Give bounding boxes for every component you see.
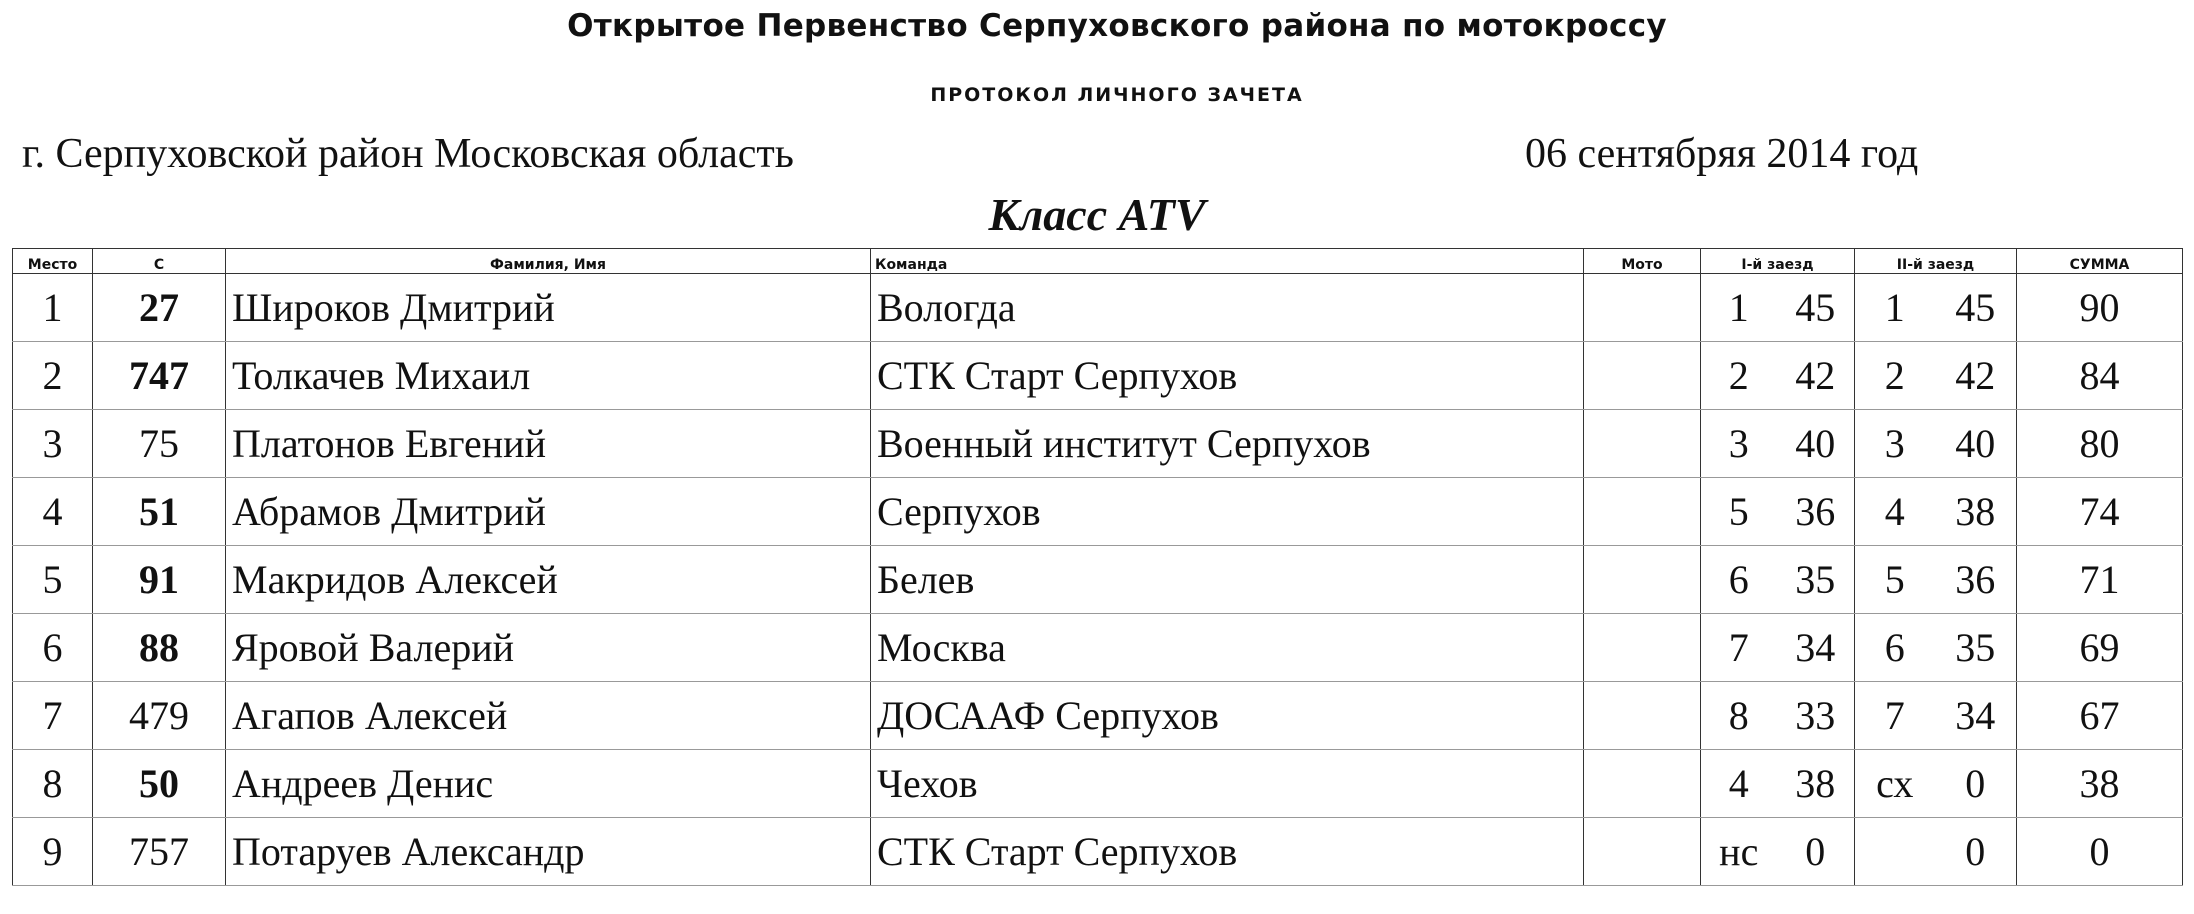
rider-name: Потаруев Александр	[226, 818, 871, 886]
table-row	[13, 410, 2183, 478]
class-title: Класс ATV	[988, 189, 1206, 240]
team-name: Серпухов	[871, 478, 1584, 546]
team-name: Москва	[871, 614, 1584, 682]
total-score: 80	[2017, 410, 2183, 478]
race1-score: 45	[1777, 274, 1855, 342]
place-cell: 4	[13, 478, 93, 546]
race1-score: 38	[1777, 750, 1855, 818]
moto-cell	[1584, 818, 1701, 886]
rider-number: 479	[93, 682, 226, 750]
results-table	[12, 248, 2183, 886]
table-row	[13, 682, 2183, 750]
rider-number: 50	[93, 750, 226, 818]
rider-number: 88	[93, 614, 226, 682]
page-title: Открытое Первенство Серпуховского района по мотокроссу	[567, 8, 1667, 44]
col-header-name: Фамилия, Имя	[226, 249, 871, 274]
race2-place: сх	[1855, 750, 1935, 818]
total-score: 71	[2017, 546, 2183, 614]
race2-score: 42	[1935, 342, 2017, 410]
race1-score: 33	[1777, 682, 1855, 750]
team-name: Чехов	[871, 750, 1584, 818]
race1-score: 0	[1777, 818, 1855, 886]
total-score: 67	[2017, 682, 2183, 750]
table-row	[13, 546, 2183, 614]
moto-cell	[1584, 682, 1701, 750]
race1-score: 42	[1777, 342, 1855, 410]
page-subtitle: ПРОТОКОЛ ЛИЧНОГО ЗАЧЕТА	[930, 84, 1304, 106]
total-score: 0	[2017, 818, 2183, 886]
race2-place: 6	[1855, 614, 1935, 682]
race2-place	[1855, 818, 1935, 886]
col-header-number: С	[93, 249, 226, 274]
race2-score: 35	[1935, 614, 2017, 682]
race2-score: 0	[1935, 750, 2017, 818]
rider-name: Агапов Алексей	[226, 682, 871, 750]
col-header-race1: I-й заезд	[1701, 249, 1855, 274]
rider-number: 757	[93, 818, 226, 886]
race1-place: 5	[1701, 478, 1777, 546]
place-cell: 1	[13, 274, 93, 342]
col-header-team: Команда	[871, 249, 1584, 274]
race2-place: 2	[1855, 342, 1935, 410]
race1-place: нс	[1701, 818, 1777, 886]
moto-cell	[1584, 478, 1701, 546]
team-name: Белев	[871, 546, 1584, 614]
race1-place: 6	[1701, 546, 1777, 614]
total-score: 90	[2017, 274, 2183, 342]
race2-place: 7	[1855, 682, 1935, 750]
race2-place: 4	[1855, 478, 1935, 546]
team-name: Военный институт Серпухов	[871, 410, 1584, 478]
race1-place: 3	[1701, 410, 1777, 478]
race2-score: 34	[1935, 682, 2017, 750]
rider-name: Яровой Валерий	[226, 614, 871, 682]
moto-cell	[1584, 410, 1701, 478]
race2-place: 5	[1855, 546, 1935, 614]
team-name: Вологда	[871, 274, 1584, 342]
moto-cell	[1584, 274, 1701, 342]
race1-place: 2	[1701, 342, 1777, 410]
total-score: 74	[2017, 478, 2183, 546]
race1-score: 35	[1777, 546, 1855, 614]
rider-number: 75	[93, 410, 226, 478]
race2-score: 38	[1935, 478, 2017, 546]
col-header-place: Место	[13, 249, 93, 274]
place-cell: 7	[13, 682, 93, 750]
table-row	[13, 614, 2183, 682]
race2-score: 0	[1935, 818, 2017, 886]
race2-score: 40	[1935, 410, 2017, 478]
team-name: СТК Старт Серпухов	[871, 342, 1584, 410]
rider-name: Толкачев Михаил	[226, 342, 871, 410]
total-score: 38	[2017, 750, 2183, 818]
race1-score: 36	[1777, 478, 1855, 546]
rider-name: Широков Дмитрий	[226, 274, 871, 342]
race2-place: 1	[1855, 274, 1935, 342]
race1-score: 34	[1777, 614, 1855, 682]
team-name: СТК Старт Серпухов	[871, 818, 1584, 886]
table-row	[13, 818, 2183, 886]
rider-name: Андреев Денис	[226, 750, 871, 818]
place-cell: 5	[13, 546, 93, 614]
event-date: 06 сентябряя 2014 год	[1525, 131, 1919, 177]
rider-number: 27	[93, 274, 226, 342]
rider-name: Платонов Евгений	[226, 410, 871, 478]
total-score: 69	[2017, 614, 2183, 682]
total-score: 84	[2017, 342, 2183, 410]
results-body	[13, 274, 2183, 886]
team-name: ДОСААФ Серпухов	[871, 682, 1584, 750]
race1-place: 1	[1701, 274, 1777, 342]
moto-cell	[1584, 750, 1701, 818]
table-row	[13, 274, 2183, 342]
place-cell: 9	[13, 818, 93, 886]
rider-name: Абрамов Дмитрий	[226, 478, 871, 546]
race2-place: 3	[1855, 410, 1935, 478]
race1-place: 7	[1701, 614, 1777, 682]
place-cell: 3	[13, 410, 93, 478]
table-row	[13, 478, 2183, 546]
place-cell: 6	[13, 614, 93, 682]
place-cell: 2	[13, 342, 93, 410]
col-header-race2: II-й заезд	[1855, 249, 2017, 274]
race1-score: 40	[1777, 410, 1855, 478]
race1-place: 8	[1701, 682, 1777, 750]
table-header-row	[13, 249, 2183, 274]
moto-cell	[1584, 342, 1701, 410]
table-row	[13, 750, 2183, 818]
col-header-sum: СУММА	[2017, 249, 2183, 274]
rider-number: 51	[93, 478, 226, 546]
rider-name: Макридов Алексей	[226, 546, 871, 614]
moto-cell	[1584, 546, 1701, 614]
race2-score: 36	[1935, 546, 2017, 614]
place-cell: 8	[13, 750, 93, 818]
moto-cell	[1584, 614, 1701, 682]
event-location: г. Серпуховской район Московская область	[22, 131, 794, 177]
rider-number: 91	[93, 546, 226, 614]
race2-score: 45	[1935, 274, 2017, 342]
rider-number: 747	[93, 342, 226, 410]
col-header-moto: Мото	[1584, 249, 1701, 274]
race1-place: 4	[1701, 750, 1777, 818]
table-row	[13, 342, 2183, 410]
